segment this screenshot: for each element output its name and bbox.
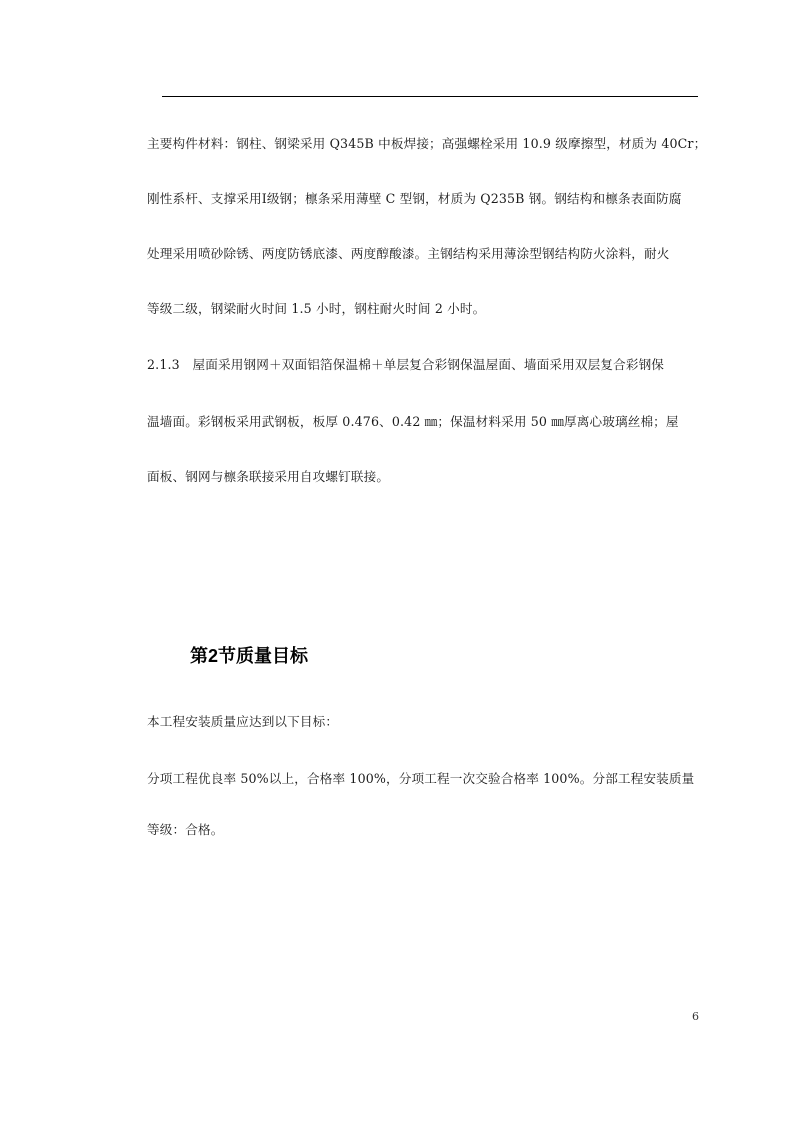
page-number: 6 [692, 1010, 699, 1023]
text-line: 面板、钢网与檩条联接采用自攻螺钉联接。 [147, 469, 390, 484]
text-line: 温墙面。彩钢板采用武钢板，板厚 0.476、0.42 ㎜；保温材料采用 50 ㎜厚离心玻璃丝棉；屋 [147, 414, 679, 429]
text-line: 等级二级，钢梁耐火时间 1.5 小时，钢柱耐火时间 2 小时。 [147, 301, 486, 316]
text-line: 刚性系杆、支撑采用Ⅰ级钢；檩条采用薄壁 C 型钢，材质为 Q235B 钢。钢结构和檩条表面防腐 [147, 191, 682, 206]
section-heading: 第2节质量目标 [190, 646, 309, 666]
text-line: 本工程安装质量应达到以下目标： [147, 714, 339, 729]
text-line: 2.1.3 屋面采用钢网＋双面铝箔保温棉＋单层复合彩钢保温屋面、墙面采用双层复合彩钢保 [147, 357, 665, 372]
header-rule [162, 96, 698, 97]
text-line: 分项工程优良率 50%以上，合格率 100%，分项工程一次交验合格率 100%。分部工程安装质量 [147, 771, 695, 786]
text-line: 等级：合格。 [147, 822, 224, 837]
text-line: 处理采用喷砂除锈、两度防锈底漆、两度醇酸漆。主钢结构采用薄涂型钢结构防火涂料，耐火 [147, 246, 670, 261]
text-line: 主要构件材料：钢柱、钢梁采用 Q345B 中板焊接；高强螺栓采用 10.9 级摩擦型，材质为 40Cr； [147, 136, 707, 151]
